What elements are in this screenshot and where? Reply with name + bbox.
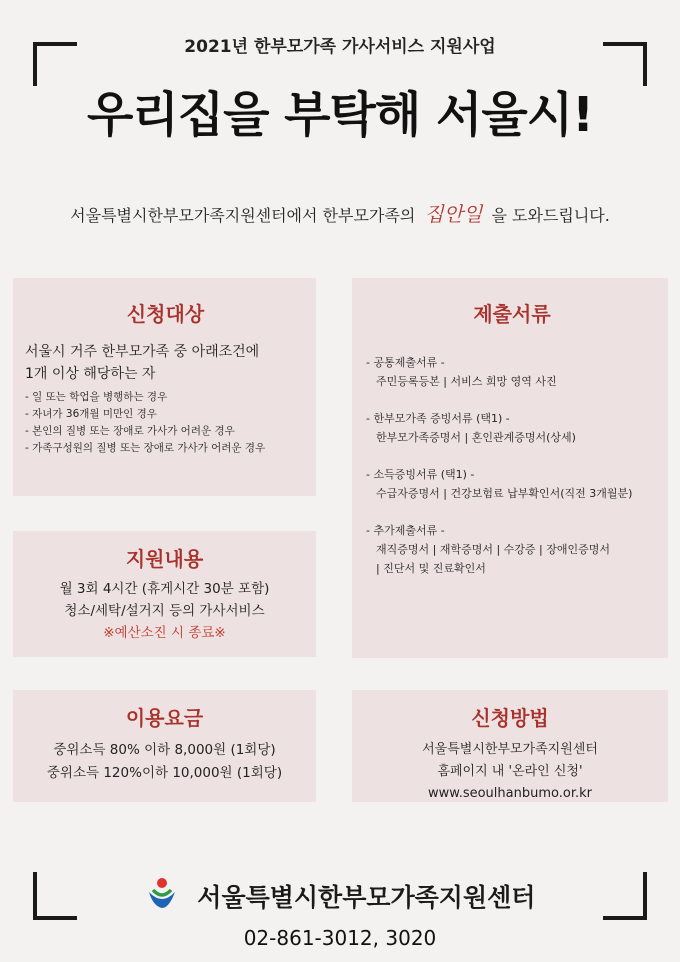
target-lead-line: 서울시 거주 한부모가족 중 아래조건에 bbox=[25, 344, 260, 360]
fee-section bbox=[13, 690, 316, 802]
intro-highlight: 집안일 bbox=[424, 202, 483, 226]
support-line: 월 3회 4시간 (휴게시간 30분 포함) bbox=[59, 581, 270, 597]
intro-before: 서울특별시한부모가족지원센터에서 한부모가족의 bbox=[70, 206, 416, 225]
target-lead-line: 1개 이상 해당하는 자 bbox=[25, 366, 156, 382]
contact-phone: 02-861-3012, 3020 bbox=[243, 926, 437, 950]
condition-list bbox=[25, 389, 306, 457]
document-group-item: 수급자증명서 | 건강보험료 납부확인서(직전 3개월분) bbox=[376, 487, 633, 500]
document-group-item: 재직증명서 | 재학증명서 | 수강증 | 장애인증명서 bbox=[376, 543, 610, 556]
support-line: 청소/세탁/설거지 등의 가사서비스 bbox=[64, 603, 265, 619]
target-title: 신청대상 bbox=[126, 302, 205, 326]
target-lead bbox=[25, 341, 306, 385]
footer-org-name: 서울특별시한부모가족지원센터 bbox=[197, 883, 536, 912]
document-groups bbox=[366, 353, 658, 578]
budget-warning: ※예산소진 시 종료※ bbox=[103, 625, 226, 641]
fee-line: 중위소득 80% 이하 8,000원 (1회당) bbox=[53, 742, 276, 758]
document-group bbox=[366, 465, 658, 503]
program-subtitle: 2021년 한부모가족 가사서비스 지원사업 bbox=[184, 37, 496, 57]
fee-title: 이용요금 bbox=[125, 706, 204, 730]
document-group-item: 주민등록등본 | 서비스 희망 영역 사진 bbox=[376, 375, 557, 388]
document-group-head: - 추가제출서류 - bbox=[366, 521, 658, 540]
method-section bbox=[352, 690, 668, 802]
condition-item: - 일 또는 학업을 병행하는 경우 bbox=[25, 389, 306, 406]
documents-title: 제출서류 bbox=[473, 302, 551, 326]
support-section bbox=[13, 531, 316, 657]
method-line: 홈페이지 내 '온라인 신청' bbox=[437, 764, 583, 779]
condition-item: - 자녀가 36개월 미만인 경우 bbox=[25, 406, 306, 423]
seoul-logo-icon bbox=[145, 876, 179, 916]
documents-section bbox=[352, 278, 668, 658]
document-group-item: | 진단서 및 진료확인서 bbox=[376, 562, 486, 575]
document-group-head: - 공통제출서류 - bbox=[366, 353, 658, 372]
document-group bbox=[366, 353, 658, 391]
document-group-head: - 소득증빙서류 (택1) - bbox=[366, 465, 658, 484]
condition-item: - 가족구성원의 질병 또는 장애로 가사가 어려운 경우 bbox=[25, 440, 306, 457]
fee-line: 중위소득 120%이하 10,000원 (1회당) bbox=[46, 765, 283, 781]
method-line: 서울특별시한부모가족지원센터 bbox=[422, 742, 598, 757]
page-title: 우리집을 부탁해 서울시! bbox=[87, 87, 593, 143]
document-group bbox=[366, 521, 658, 578]
intro-text bbox=[0, 198, 680, 227]
condition-item: - 본인의 질병 또는 장애로 가사가 어려운 경우 bbox=[25, 423, 306, 440]
homepage-link[interactable]: www.seoulhanbumo.or.kr bbox=[428, 786, 592, 801]
document-group-head: - 한부모가족 증빙서류 (택1) - bbox=[366, 409, 658, 428]
document-group-item: 한부모가족증명서 | 혼인관계증명서(상세) bbox=[376, 431, 576, 444]
method-title: 신청방법 bbox=[471, 706, 549, 730]
intro-after: 을 도와드립니다. bbox=[491, 206, 610, 225]
footer-organization bbox=[0, 878, 680, 916]
document-group bbox=[366, 409, 658, 447]
target-section bbox=[13, 278, 316, 496]
support-title: 지원내용 bbox=[125, 547, 204, 571]
